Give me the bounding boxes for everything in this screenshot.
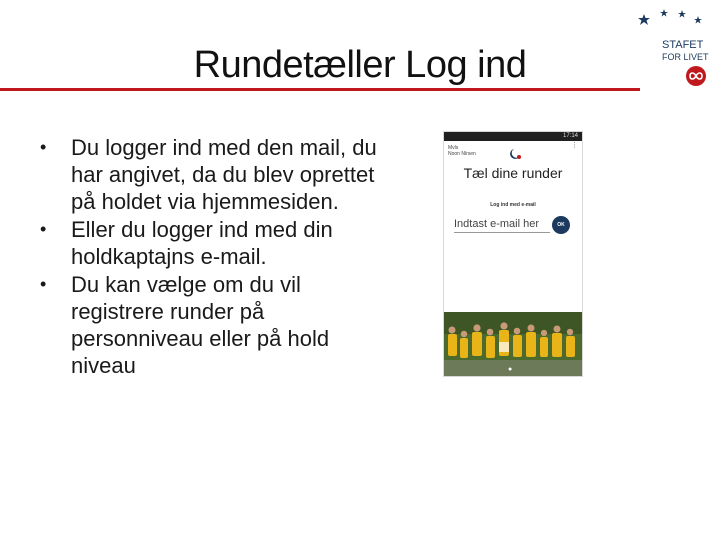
- email-input[interactable]: [454, 216, 550, 233]
- app-header: [444, 141, 582, 203]
- status-time: 17:14: [562, 133, 578, 139]
- bullet-dot-icon: •: [40, 219, 47, 239]
- title-underline: [0, 88, 640, 91]
- camera-icon: ●: [508, 366, 513, 373]
- phone-screenshot: [444, 132, 582, 376]
- app-account-name: Mvls Noon Nlrsen: [448, 145, 476, 157]
- bullet-dot-icon: •: [40, 137, 47, 157]
- runners-photo: [444, 312, 582, 376]
- bullet-item: • Du kan vælge om du vil registrere runder på personniveau eller på hold niveau: [40, 272, 330, 378]
- bullet-item: • Du logger ind med den mail, du har angivet, da du blev oprettet på holdet via hjemmesiden.: [40, 135, 377, 214]
- login-label: Log ind med e-mail: [490, 202, 536, 208]
- bullet-list: [38, 134, 378, 380]
- logo-text-line2: FOR LIVET: [662, 52, 709, 62]
- ok-button[interactable]: OK: [552, 216, 570, 234]
- phone-status-bar: [444, 132, 582, 141]
- bullet-dot-icon: •: [40, 274, 47, 294]
- bullet-item: • Eller du logger ind med din holdkaptajns e-mail.: [40, 217, 333, 269]
- logo-text-line1: STAFET: [662, 39, 704, 51]
- app-title: Tæl dine runder: [463, 165, 563, 181]
- stafet-for-livet-logo: [632, 6, 716, 88]
- overflow-menu-icon[interactable]: ⋮: [571, 142, 578, 149]
- slide-title: Rundetæller Log ind: [193, 44, 527, 86]
- app-logo-icon: [508, 148, 522, 160]
